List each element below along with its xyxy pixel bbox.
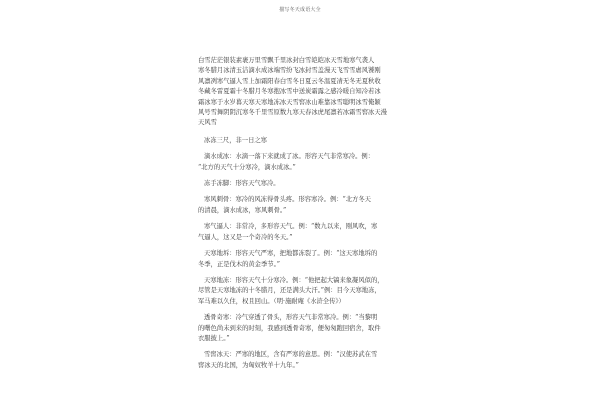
- idiom-line: 尽管是天寒地冻的十冬腊月，还是满头大汗。”例：目今天寒地冻，: [198, 287, 381, 295]
- idiom-line: 窖冰天的北国，为匈奴牧羊十九年。”: [198, 361, 299, 369]
- idiom-line: 冻手冻脚：形容天气寒冷。: [204, 180, 280, 188]
- idiom-line: 滴水成冰：水滴一落下来就成了冰。形容天气非常寒冷。例：: [204, 153, 375, 161]
- idiom-paragraph: [198, 152, 394, 173]
- idiom-line: 的曙色尚未到来的时刻，我感到透骨奇寒，便匆匆跑回宿舍，取件: [198, 324, 381, 332]
- idiom-paragraph: [198, 136, 394, 146]
- idiom-line: 天寒地坼：形容天气严寒，把地都冻裂了。例：“这天寒地坼的: [204, 250, 378, 258]
- idiom-paragraph: [198, 249, 394, 270]
- idiom-paragraph: [198, 313, 394, 344]
- idiom-line: 军马难以久住，权且回山。（明·施耐庵《水浒全传》）: [198, 297, 345, 305]
- idiom-paragraph: [198, 222, 394, 243]
- idiom-line: 天寒地冻：形容天气十分寒冷。例：“他把起大镐来象凝风似的，: [204, 276, 384, 284]
- idiom-line: 透骨奇寒：冷气穿透了骨头，形容天气非常寒冷。例：“当黎明: [204, 314, 378, 322]
- intro-line: 霜冰寒于水岁暮天寒天寒地冻冰天雪窖冰山难靠冰雪聪明冰雪俺颖: [198, 98, 381, 106]
- idiom-line: 寒风刺骨：寒冷的风冻得骨头疼。形容寒冷。例：“北方冬天: [204, 196, 371, 204]
- idiom-line: 冬季，正是伐木的黄金季节。”: [198, 260, 280, 268]
- intro-line: 天风雪: [198, 119, 217, 127]
- document-body: [198, 56, 394, 377]
- intro-paragraph: [198, 56, 394, 129]
- idiom-paragraph: [198, 195, 394, 216]
- idiom-line: “北方的天气十分寒冷，滴水成冰。”: [198, 163, 296, 171]
- idiom-paragraph: [198, 350, 394, 371]
- idiom-line: 的清晨，滴水成冰，寒风刺骨。”: [198, 206, 287, 214]
- idiom-line: 冰冻三尺，非一日之寒: [204, 136, 267, 144]
- idiom-paragraph: [198, 276, 394, 307]
- idiom-paragraph: [198, 179, 394, 189]
- intro-line: 风凛冽寒气逼人雪上加霜阳春白雪冬日夏云冬温夏凊无冬无夏秋收: [198, 77, 381, 85]
- intro-line: 风号雪舞阴阴沉寒冬千里雪原数九寒天春冰虎尾凛若冰霜雪窖冰天漫: [198, 109, 387, 117]
- idiom-line: 气逼人，这又是一个奇冷的冬天。”: [198, 233, 293, 241]
- idiom-line: 雪窖冰天：严寒的地区，含有严寒的意思。例：“汉使苏武在雪: [204, 351, 378, 359]
- idiom-line: 衣服披上。”: [198, 334, 230, 342]
- intro-line: 白雪茫茫银装素裹万里雪飘千里冰封白雪皑皑冰天雪地寒气袭人: [198, 57, 375, 64]
- idiom-line: 寒气逼人：非常冷，多形容天气。例：“数九以来，刚风吹，寒: [204, 223, 378, 231]
- intro-line: 寒冬腊月冰清玉洁滴水成冰端雪纷飞冰封雪盖漫天飞雪雪虐风饕刚: [198, 67, 381, 75]
- document-title: 描写冬天成语大全: [279, 7, 321, 13]
- intro-line: 冬藏冬雷夏霜十冬腊月冬寒抱冰雪中送炭霜露之感冷暖自知冷若冰: [198, 88, 381, 96]
